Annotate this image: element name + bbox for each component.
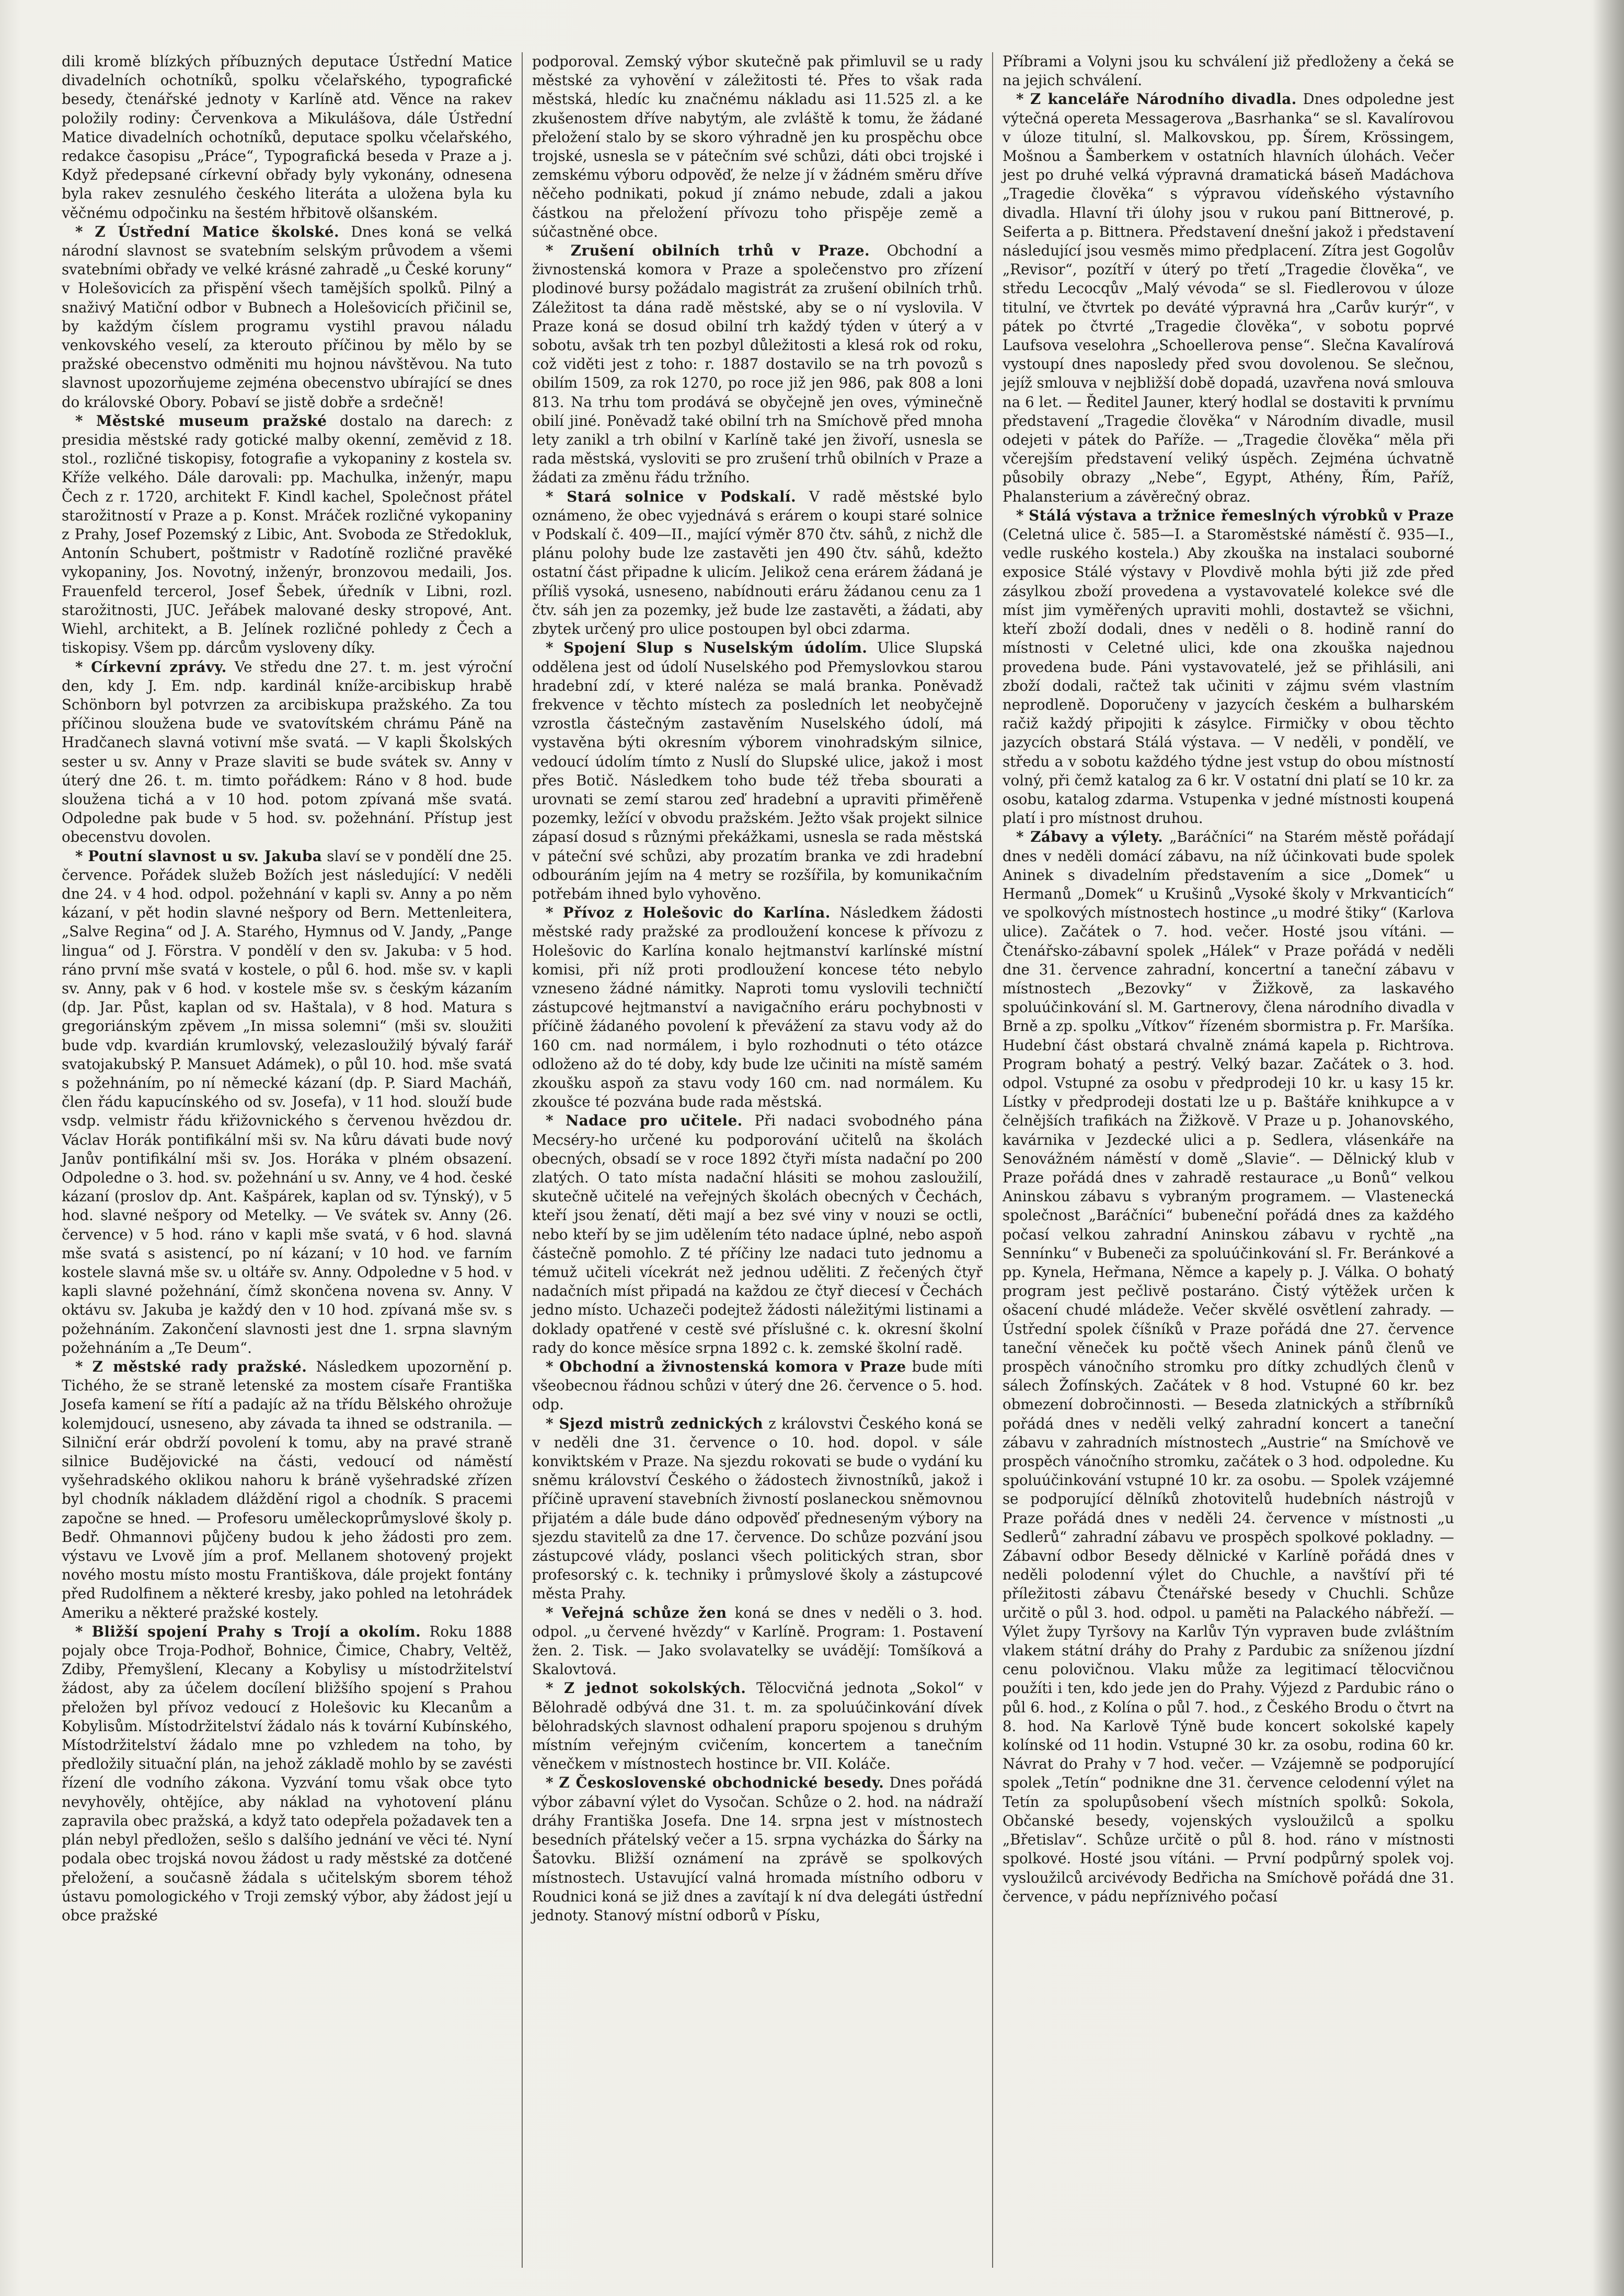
article-continuation: [1003, 52, 1454, 90]
column-left: [52, 52, 523, 2268]
news-item-text: z královstvi Českého koná se v neděli dne 31. července o 10. hod. dopol. v sále konviktském v Praze. Na sjezdu rokovati se bude o vydání ku sněmu království Českého o žádostech živnostníků, jakož i příčině upravení stavebních živností poslaneckou sněmovnou přijatém a dále bude dáno odpověď předneseným výbory na sjezdu stavitelů za dne 17. července. Do schůze pozvání jsou zástupcové vlády, poslanci všech politických stran, sbor profesorský c. k. techniky i průmyslové školy a zástupcové města Prahy.: [532, 1414, 983, 1603]
article-text: dili kromě blízkých příbuzných deputace Ústřední Matice divadelních ochotníků, spolku včelařského, typografické besedy, čtenářské jednoty v Karlíně atd. Věnce na rakev položily rodiny: Červenkova a Mikulášova, dále Ústřední Matice divadelních ochotníků, deputace spolku včelařského, redakce časopisu „Práce“, Typografická beseda v Praze a j. Když předepsané církevní obřady byly vykonány, odnesena byla rakev zesnulého českého literáta a uložena byla ku věčnému odpočinku na šestém hřbitově olšanském.: [62, 53, 512, 222]
news-item-heading: Zrušení obilních trhů v Praze.: [570, 242, 870, 260]
news-item: [62, 1358, 512, 1622]
column-right: [993, 52, 1464, 2268]
news-item-text: „Baráčníci“ na Starém městě pořádají dnes v neděli domácí zábavu, na níž účinkovati bude spolek Aninek s divadelním představením a sice „Domek“ u Hermanů „Domek“ u Krušinů „Vysoké školy v Mrkvanticích“ ve spolkových místnostech hostince „u modré štiky“ (Karlova ulice). Začátek o 7. hod. večer. Hosté jsou vítáni. — Čtenářsko-zábavní spolek „Hálek“ v Praze pořádá v neděli dne 31. července zahradní, koncertní a taneční zábavu v místnostech „Bezovky“ v Žižkově, za laskavého spoluúčinkování sl. M. Gartnerovy, člena národního divadla v Brně a zp. spolku „Vítkov“ řízeném sbormistra p. Fr. Maršíka. Hudební část obstará chvalně známá kapela p. Richtrova. Program bohatý a pestrý. Velký bazar. Začátek o 3. hod. odpol. Vstupné za osobu v předprodeji 10 kr. u kasy 15 kr. Lístky v předprodeji dostati lze u p. Baštáře knihkupce a v čelnějších trafikách na Žižkově. V Praze u p. Johanovského, kavárnika v Jezdecké ulici a p. Sedlera, vlásenkáře na Senovážném náměstí v domě „Slavie“. — Dělnický klub v Praze pořádá dnes v zahradě restaurace „u Bonů“ velkou Aninskou zábavu s vybraným programem. — Vlastenecká společnost „Baráčníci“ bubeneční pořádá dnes za každého počasí velkou zahradní Aninskou zábavu v rychtě „na Sennínku“ v Bubeneči za spoluúčinkování sl. Fr. Beránkové a pp. Kynela, Heřmana, Němce a kapely p. J. Válka. O bohatý program jest pečlivě postaráno. Čistý výtěžek určen k ošacení chudé mládeže. Večer skvělé osvětlení zahrady. — Ústřední spolek číšníků v Praze pořádá dne 27. července taneční věneček ku počtě všech Aninek pánů členů ve prospěch vánočního stromku pro dítky zchudlých členů v sálech Žofínských. Začátek v 8 hod. Vstupné 60 kr. bez obmezení dobročinnosti. — Beseda zlatnických a stříbrníků pořádá dnes v neděli velký zahradní koncert a taneční zábavu v zahradních místnostech „Austrie“ na Smíchově ve prospěch vánočního stromku, začátek o 3 hod. odpoledne. Ku spoluúčinkování vstupné 10 kr. za osobu. — Spolek vzájemné se podporující dělníků zhotovitelů hudebních nástrojů v Praze pořádá dnes v neděli 24. července v místnosti „u Sedlerů“ zahradní zábavu ve prospěch spolkové pokladny. — Zábavní odbor Besedy dělnické v Karlíně pořádá dnes v neděli polodenní výlet do Chuchle, a navštíví při té příležitosti zábavu Čtenářské besedy v Chuchli. Schůze určitě o půl 3. hod. odpol. u paměti na Palackého nábřeží. — Výlet župy Tyršovy na Karlův Týn vypraven bude zvláštním vlakem státní dráhy do Prahy z Pardubic za sníženou jízdní cenu polovičnou. Vlaku může za legitimací tělocvičnou použíti i ten, kdo jede jen do Prahy. Výjezd z Pardubic ráno o půl 6. hod., z Kolína o půl 7. hod., z Českého Brodu o čtvrt na 8. hod. Na Karlově Týně bude koncert sokolské kapely kolínské od 11 hodin. Vstupné 30 kr. za osobu, rodina 60 kr. Návrat do Prahy v 7 hod. večer. — Vzájemně se podporující spolek „Tetín“ podnikne dne 31. července celodenní výlet na Tetín za spolupůsobení všech místních spolků: Sokola, Občanské besedy, vojenských vysloužilců a spolku „Břetislav“. Schůze určitě o půl 8. hod. ráno v místnosti spolkové. Hosté jsou vítáni. — První podpůrný spolek voj. vysloužilců arcivévody Bedřicha na Smíchově pořádá dne 31. července, v pádu nepříznivého počasí: [1003, 828, 1454, 1905]
article-continuation: [532, 52, 983, 241]
news-item-heading: Zábavy a výlety.: [1030, 828, 1164, 846]
bullet-asterisk-icon: *: [546, 488, 567, 505]
news-item: [532, 1773, 983, 1925]
bullet-asterisk-icon: *: [546, 242, 571, 260]
bullet-asterisk-icon: *: [75, 1622, 92, 1640]
news-item: [532, 903, 983, 1111]
news-item: [532, 1604, 983, 1679]
news-item-text: Dnes pořádá výbor zábavní výlet do Vysočan. Schůze o 2. hod. na nádraží dráhy Františka Josefa. Dne 14. srpna jest v místnostech besedních přátelský večer a 15. srpna vycházka do Šárky na Šatovku. Bližší oznámení na zprávě se spolkových místnostech. Ustavující valná hromada místního odboru v Roudnici koná se již dnes a zavítají k ní dva delegáti ústřední jednoty. Stanový místní odborů v Písku,: [532, 1774, 983, 1924]
article-continuation: [62, 52, 512, 223]
news-item-text: koná se dnes v neděli o 3. hod. odpol. „u červené hvězdy“ v Karlíně. Program: 1. Postavení žen. 2. Tisk. — Jako svolavatelky se uvádějí: Tomšíková a Skalovtová.: [532, 1604, 983, 1678]
columns: [52, 52, 1484, 2268]
news-item-heading: Z kanceláře Národního divadla.: [1030, 90, 1297, 108]
news-item-heading: Stálá výstava a tržnice řemeslných výrobků v Praze: [1029, 506, 1454, 524]
news-item-text: Ve středu dne 27. t. m. jest výroční den, kdy J. Em. ndp. kardinál kníže-arcibiskup hrabě Schönborn byl potvrzen za arcibiskupa pražského. Za tou příčinou sloužena bude ve svatovítském chrámu Páně na Hradčanech slavná votivní mše svatá. — V kapli Školských sester u sv. Anny v Praze slaviti se bude svátek sv. Anny v úterý dne 26. t. m. timto pořádkem: Ráno v 8 hod. bude sloužena tichá a v 10 hod. potom zpívaná mše svatá. Odpoledne pak bude v 5 hod. sv. požehnání. Přístup jest obecenstvu dovolen.: [62, 658, 512, 846]
news-item-text: Obchodní a živnostenská komora v Praze a společenstvo pro zřízení plodinové bursy požádalo magistrát za zrušení obilních trhů. Záležitost ta dána radě městské, aby se o ní vyslovila. V Praze koná se dosud obilní trh každý týden v úterý a v sobotu, avšak trh ten pozbyl důležitosti a klesá rok od roku, což viděti jest z toho: r. 1887 dostavilo se na trh povozů s obilím 1509, za rok 1270, po roce již jen 986, pak 808 a loni 813. Na trhu tom prodává se obyčejně jen oves, výminečně obilí jiné. Poněvadž také obilní trh na Smíchově před mnoha lety zanikl a trh obilní v Karlíně také jen živoří, usnesla se rada městská, vysloviti se pro zrušení trhů obilních v Praze a žádati za změnu řádu tržního.: [532, 242, 983, 486]
news-item-text: dostalo na darech: z presidia městské rady gotické malby okenní, zeměvid z 18. stol., rozličné tiskopisy, fotografie a vykopaniny z kostela sv. Kříže velkého. Dále darovali: pp. Machulka, inženýr, mapu Čech z r. 1720, architekt F. Kindl kachel, Společnost přátel starožitností v Praze a p. Konst. Mráček rozličné vykopaniny z Prahy, Josef Pozemský z Libic, Ant. Svoboda ze Středokluk, Antonín Schubert, poštmistr v Radotíně rozličné pravěké vykopaniny, Jos. Novotný, inženýr, bronzovou medaili, Jos. Frauenfeld tercerol, Josef Šebek, úředník v Libni, rozl. starožitnosti, JUC. Jeřábek malované desky stropové, Ant. Wiehl, architekt, a B. Jelínek rozličné pohledy z Čech a tiskopisy. Všem pp. dárcům vysloveny díky.: [62, 412, 512, 657]
news-item: [62, 412, 512, 658]
news-item: [532, 241, 983, 488]
news-item-text: (Celetná ulice č. 585—I. a Staroměstské náměstí č. 935—I., vedle ruského kostela.) Aby zkouška na instalaci souborné exposice Stálé výstavy v Plovdivě mohla býti již zde před zásylkou zboží provedena a vystavovatelé kolekce své dle míst jim vyměřených upraviti mohli, dostavtež se všichni, kteří zboží dodali, dnes v neděli o 8. hodině ranní do místnosti v Celetné ulici, kde ona zkouška najednou provedena bude. Páni vystavovatelé, jež se přihlásili, ani zboží dodali, račtež tak učiniti v zájmu svém vlastním neprodleně. Doporučeny v jazycích českém a bulharském račiž každý připojiti k zásylce. Firmičky v obou těchto jazycích obstará Stálá výstava. — V neděli, v pondělí, ve středu a v sobotu každého týdne jest vstup do obou místností volný, při čemž katalog za 6 kr. V ostatní dni platí se 10 kr. za osobu, katalog zdarma. Vstupenka v jedné místnosti koupená platí i pro místnost druhou.: [1003, 526, 1454, 827]
news-item-heading: Nadace pro učitele.: [566, 1112, 743, 1130]
news-item: [532, 1414, 983, 1604]
news-item-heading: Spojení Slup s Nuselským údolím.: [563, 639, 868, 657]
news-item-text: Při nadaci svobodného pána Mecséry-ho určené ku podporování učitelů na školách obecných, obsadí se v roce 1892 čtyři místa nadační po 200 zlatých. O tato místa nadační hlásiti se mohou zasloužilí, skutečně učitelé na veřejných školách obecných v Čechách, kteří jsou ženatí, děti mají a bez své viny v nouzi se octli, nebo kteří by se jim udělením této nadace úplné, nebo aspoň částečně pomohlo. Z té příčiny lze nadaci tuto jednomu a témuž učiteli vícekrát než jednou uděliti. Z řečených čtyř nadačních míst připadá na každou ze čtyř diecesí v Čechách jedno místo. Uchazeči podejtež žádosti náležitými listinami a doklady opatřené v cestě své příslušné c. k. okresní školní rady do konce měsíce srpna 1892 c. k. zemské školní radě.: [532, 1112, 983, 1356]
article-text: Příbrami a Volyni jsou ku schválení již předloženy a čeká se na jejich schválení.: [1003, 53, 1454, 89]
news-item-text: Dnes odpoledne jest výtečná opereta Messagerova „Basrhanka“ se sl. Kavalírovou v úloze titulní, sl. Malkovskou, pp. Šírem, Krössingem, Mošnou a Šamberkem v ostatních hlavních úlohách. Večer jest po druhé velká výpravná dramatická báseň Madáchova „Tragedie člověka“ s výpravou vídeňského výstavního divadla. Hlavní tři úlohy jsou v rukou paní Bittnerové, p. Seiferta a p. Bittnera. Představení dnešní jakož i představení následující jsou vesměs mimo předplacení. Zítra jest Gogolův „Revisor“, pozítří v úterý po třetí „Tragedie člověka“, ve středu Lecocqův „Malý vévoda“ se sl. Fiedlerovou v úloze titulní, ve čtvrtek po deváté výpravná hra „Carův kurýr“, v pátek po čtvrté „Tragedie člověka“, v sobotu poprvé Laufsova veselohra „Schoellerova pense“. Slečna Kavalírová vystoupí dnes naposledy před svou dovolenou. Se slečnou, jejíž smlouva v nejbližší době dopadá, uzavřena nová smlouva na 6 let. — Ředitel Jauner, který hodlal se dostaviti k prvnímu představení „Tragedie člověka“ v Národním divadle, musil odejeti v pátek do Paříže. — „Tragedie člověka“ měla při včerejším představení veliký úspěch. Zejména úchvatně působily obrazy „Nebe“, Egypt, Athény, Řím, Paříž, Phalansterium a závěrečný obraz.: [1003, 90, 1454, 505]
news-item: [62, 847, 512, 1358]
bullet-asterisk-icon: *: [546, 639, 563, 657]
news-item-heading: Městské museum pražské: [96, 412, 327, 430]
bullet-asterisk-icon: *: [75, 847, 88, 865]
page-edge-shadow: [1593, 0, 1624, 2296]
news-item: [532, 1358, 983, 1414]
news-item: [532, 488, 983, 639]
news-item-heading: Veřejná schůze žen: [561, 1604, 727, 1621]
news-item: [532, 639, 983, 903]
news-item: [62, 223, 512, 412]
bullet-asterisk-icon: *: [75, 412, 96, 430]
news-item-text: Tělocvičná jednota „Sokol“ v Bělohradě odbývá dne 31. t. m. za spoluúčinkování dívek bělohradských slavnost odhalení praporu spojenou s druhým místním veřejným cvičením, koncertem a tanečním věnečkem v místnostech hostince br. VII. Koláče.: [532, 1679, 983, 1773]
news-item-heading: Bližší spojení Prahy s Trojí a okolím.: [91, 1622, 421, 1640]
news-item: [1003, 90, 1454, 506]
news-item-text: bude míti všeobecnou řádnou schůzi v úterý dne 26. července o 5. hod. odp.: [532, 1358, 983, 1413]
news-item: [62, 1622, 512, 1925]
bullet-asterisk-icon: *: [546, 1774, 559, 1792]
bullet-asterisk-icon: *: [546, 1679, 564, 1697]
news-item-text: Dnes koná se velká národní slavnost se svatebním selským průvodem a všemi svatebními obřady ve velké krásné zahradě „u České koruny“ v Holešovicích za přispění všech tamějších spolků. Pilný a snaživý Matiční odbor v Bubnech a Holešovicích přičinil se, by každým číslem programu vystihl pravou náladu venkovského veselí, za kterouto příčinou by mělo by se pražské obecenstvo odměniti mu hojnou návštěvou. Na tuto slavnost upozorňujeme zejména obecenstvo ubírající se dnes do královské Obory. Pobaví se jistě dobře a srdečně!: [62, 223, 512, 411]
news-item-heading: Z jednot sokolských.: [563, 1679, 746, 1697]
bullet-asterisk-icon: *: [546, 1414, 559, 1432]
bullet-asterisk-icon: *: [1016, 506, 1029, 524]
news-item-heading: Obchodní a živnostenská komora v Praze: [559, 1358, 906, 1376]
news-item-heading: Z městské rady pražské.: [92, 1358, 307, 1376]
article-text: podporoval. Zemský výbor skutečně pak přimluvil se u rady městské za vyhovění v záležitosti té. Přes to však rada městská, hledíc ku značnému nákladu asi 11.525 zl. a ke zkušenostem dříve nabytým, ale zvláště k tomu, že žádané přeložení stalo by se skoro výhradně jen ku prospěchu obce trojské, usnesla se v pátečním své schůzi, dáti obci trojské i zemskému výboru odpověď, že nelze jí v žádném směru dříve něčeho podnikati, pokud jí známo nebude, zdali a jakou částkou na přeložení přívozu toho přispěje země a súčastněné obce.: [532, 53, 983, 240]
news-item-heading: Stará solnice v Podskalí.: [567, 488, 797, 505]
bullet-asterisk-icon: *: [546, 1358, 560, 1376]
news-item: [532, 1111, 983, 1358]
column-middle: [523, 52, 993, 2268]
news-item-heading: Církevní zprávy.: [91, 658, 227, 676]
bullet-asterisk-icon: *: [546, 904, 563, 922]
news-item-heading: Z Ústřední Matice školské.: [95, 223, 340, 240]
news-item-heading: Přívoz z Holešovic do Karlína.: [562, 904, 831, 922]
news-item-text: Následkem žádosti městské rady pražské za prodloužení koncese k přívozu z Holešovic do Karlína konalo hejtmanství karlínské místní komisi, při níž proti prodloužení koncese této nebylo vzneseno žádné námitky. Naproti tomu vyslovili techničtí zástupcové hejtmanství a navigačního eráru pochybnosti v příčině žádaného povolení k převážení za stavu vody až do 160 cm. nad normálem, i bylo rozhodnuti o této otázce odloženo až do té doby, kdy bude lze učiniti na místě samém zkoušku aspoň za stavu vody 160 cm. nad normálem. Ku zkoušce té pozvána bude rada městská.: [532, 904, 983, 1111]
news-item-text: V radě městské bylo oznámeno, že obec vyjednává s erárem o koupi staré solnice v Podskalí č. 409—II., mající výměr 870 čtv. sáhů, z nichž dle plánu polohy bude lze zastavěti jen 490 čtv. sáhů, kdežto ostatní část připadne k ulicím. Jelikož cena erárem žádaná je příliš vysoká, usneseno, nabídnouti eráru žádanou cenu za 1 čtv. sáh jen za pozemky, jež bude lze zastavěti, a žádati, aby zbytek určený pro ulice postoupen byl obci zdarma.: [532, 488, 983, 638]
news-item-text: Následkem upozornění p. Tichého, že se straně letenské za mostem císaře Františka Josefa kamení se řítí a padajíc až na třídu Bělského ohrožuje kolemjdoucí, usneseno, aby závada ta ihned se odstranila. — Silniční erár obdrží povolení k tomu, aby na pravé straně silnice Budějovické na části, vedoucí od náměstí vyšehradského oklikou nahoru k bráně vyšehradské zřízen byl chodník nákladem dláždění rigol a chodník. S pracemi započne se hned. — Profesoru uměleckoprůmyslové školy p. Bedř. Ohmannovi půjčeny budou k jeho žádosti pro zem. výstavu ve Lvově jím a prof. Mellanem shotovený projekt nového mostu místo mostu Františkova, dále projekt fontány před Rudolfinem a některé kresby, jako pohled na letohrádek Ameriku a některé pražské kostely.: [62, 1358, 512, 1621]
news-item-text: Ulice Slupská oddělena jest od údolí Nuselského pod Přemyslovkou starou hradební zdí, v které naléza se malá branka. Poněvadž frekvence v těchto místech za posledních let neobyčejně vzrostla částečným zastavěním Nuselského údolí, má vystavěna býti okresním výborem vinohradským silnice, vedoucí údolím tímto z Nuslí do Slupské ulice, jakož i most přes Botič. Následkem toho bude též třeba sbourati a urovnati se zemí starou zeď hradební a upraviti přiměřeně pozemky, ležící v obvodu pražském. Ježto však projekt silnice zápasí dosud s různými překážkami, usnesla se rada městská v páteční své schůzi, aby prozatím branka ve zdi hradební odbouráním jejím na 4 metry se rozšířila, by komunikačním potřebám ihned bylo vyhověno.: [532, 639, 983, 902]
bullet-asterisk-icon: *: [75, 1358, 93, 1376]
news-item-heading: Sjezd mistrů zednických: [559, 1414, 764, 1432]
news-item-text: slaví se v pondělí dne 25. července. Pořádek služeb Božích jest následující: V neděli dne 24. v 4 hod. odpol. požehnání v kapli sv. Anny a po něm kázaní, v pět hodin slavné nešpory od Bern. Mettenleitera, „Salve Regina“ od J. A. Starého, Hymnus od V. Jandy, „Pange lingua“ od J. Förstra. V pondělí v den sv. Jakuba: v 5 hod. ráno první mše svatá v kostele, o půl 6. hod. mše sv. v kapli sv. Anny, pak v 6 hod. v kostele mše sv. s českým kázaním (dp. Jar. Půst, kaplan od sv. Haštala), v 8 hod. Matura s gregoriánským zpěvem „In missa solemni“ (mši sv. sloužiti bude vdp. kvardián krumlovský, velezasloužilý bývalý farář svatojakubský P. Mansuet Adámek), o půl 10. hod. mše svatá s požehnáním, po ní německé kázaní (dp. P. Siard Macháň, člen řádu kapucínského od sv. Josefa), v 11 hod. slouží bude vsdp. velmistr řádu křižovnického s červenou hvězdou dr. Václav Horák pontifikální mši sv. Na kůru dávati bude nový Janův pontifikální mši sv. Jos. Horáka v plném obsazení. Odpoledne o 3. hod. sv. požehnání u sv. Anny, ve 4 hod. české kázaní (proslov dp. Ant. Kašpárek, kaplan od sv. Týnský), v 5 hod. slavné nešpory od Metelky. — Ve svátek sv. Anny (26. července) v 5 hod. ráno v kapli mše svatá, v 6 hod. slavná mše svatá s asistencí, po ní kázaní; v 10 hod. ve farním kostele slavná mše sv. u oltáře sv. Anny. Odpoledne v 5 hod. v kapli slavné požehnání, čímž skončena novena sv. Anny. V oktávu sv. Jakuba je každý den v 10 hod. zpívaná mše sv. s požehnáním. Zakončení slavnosti jest dne 1. srpna slavným požehnáním a „Te Deum“.: [62, 847, 512, 1356]
bullet-asterisk-icon: *: [546, 1112, 566, 1130]
news-item-heading: Z Československé obchodnické besedy.: [559, 1774, 884, 1792]
bullet-asterisk-icon: *: [75, 223, 95, 240]
news-item: [1003, 506, 1454, 828]
news-item: [62, 658, 512, 847]
news-item-text: Roku 1888 pojaly obce Troja-Podhoř, Bohnice, Čimice, Chabry, Veltěž, Zdiby, Přemyšlení, Klecany a Kobylisy u místodržitelství žádost, aby za účelem docílení bližšího spojení s Prahou přeložen byl přívoz vedoucí z Holešovic ku Klecanům a Kobylisům. Místodržitelství žádalo nás k tovární Kubínského, Místodržitelství žádalo mne po vzhledem na toho, by předložily situační plán, na jehož základě mohlo by se zavésti řízení dle vodního zákona. Vyzvání tomu však obce tyto nevyhověly, ohtějíce, aby náklad na vyhotovení plánu zapravila obec pražská, a když tato odepřela požadavek ten a plán nebyl předložen, sešlo s dalšího jednání ve věci té. Nyní podala obec trojská novou žádost u rady městské za dotčené přeložení, a současně žádala s učitelským sborem téhož ústavu pomologického v Troji zemský výbor, aby žádost její u obce pražské: [62, 1622, 512, 1924]
bullet-asterisk-icon: *: [546, 1604, 562, 1621]
news-item: [1003, 828, 1454, 1906]
bullet-asterisk-icon: *: [1016, 90, 1030, 108]
bullet-asterisk-icon: *: [1016, 828, 1031, 846]
bullet-asterisk-icon: *: [75, 658, 91, 676]
news-item: [532, 1679, 983, 1773]
news-item-heading: Poutní slavnost u sv. Jakuba: [88, 847, 323, 865]
